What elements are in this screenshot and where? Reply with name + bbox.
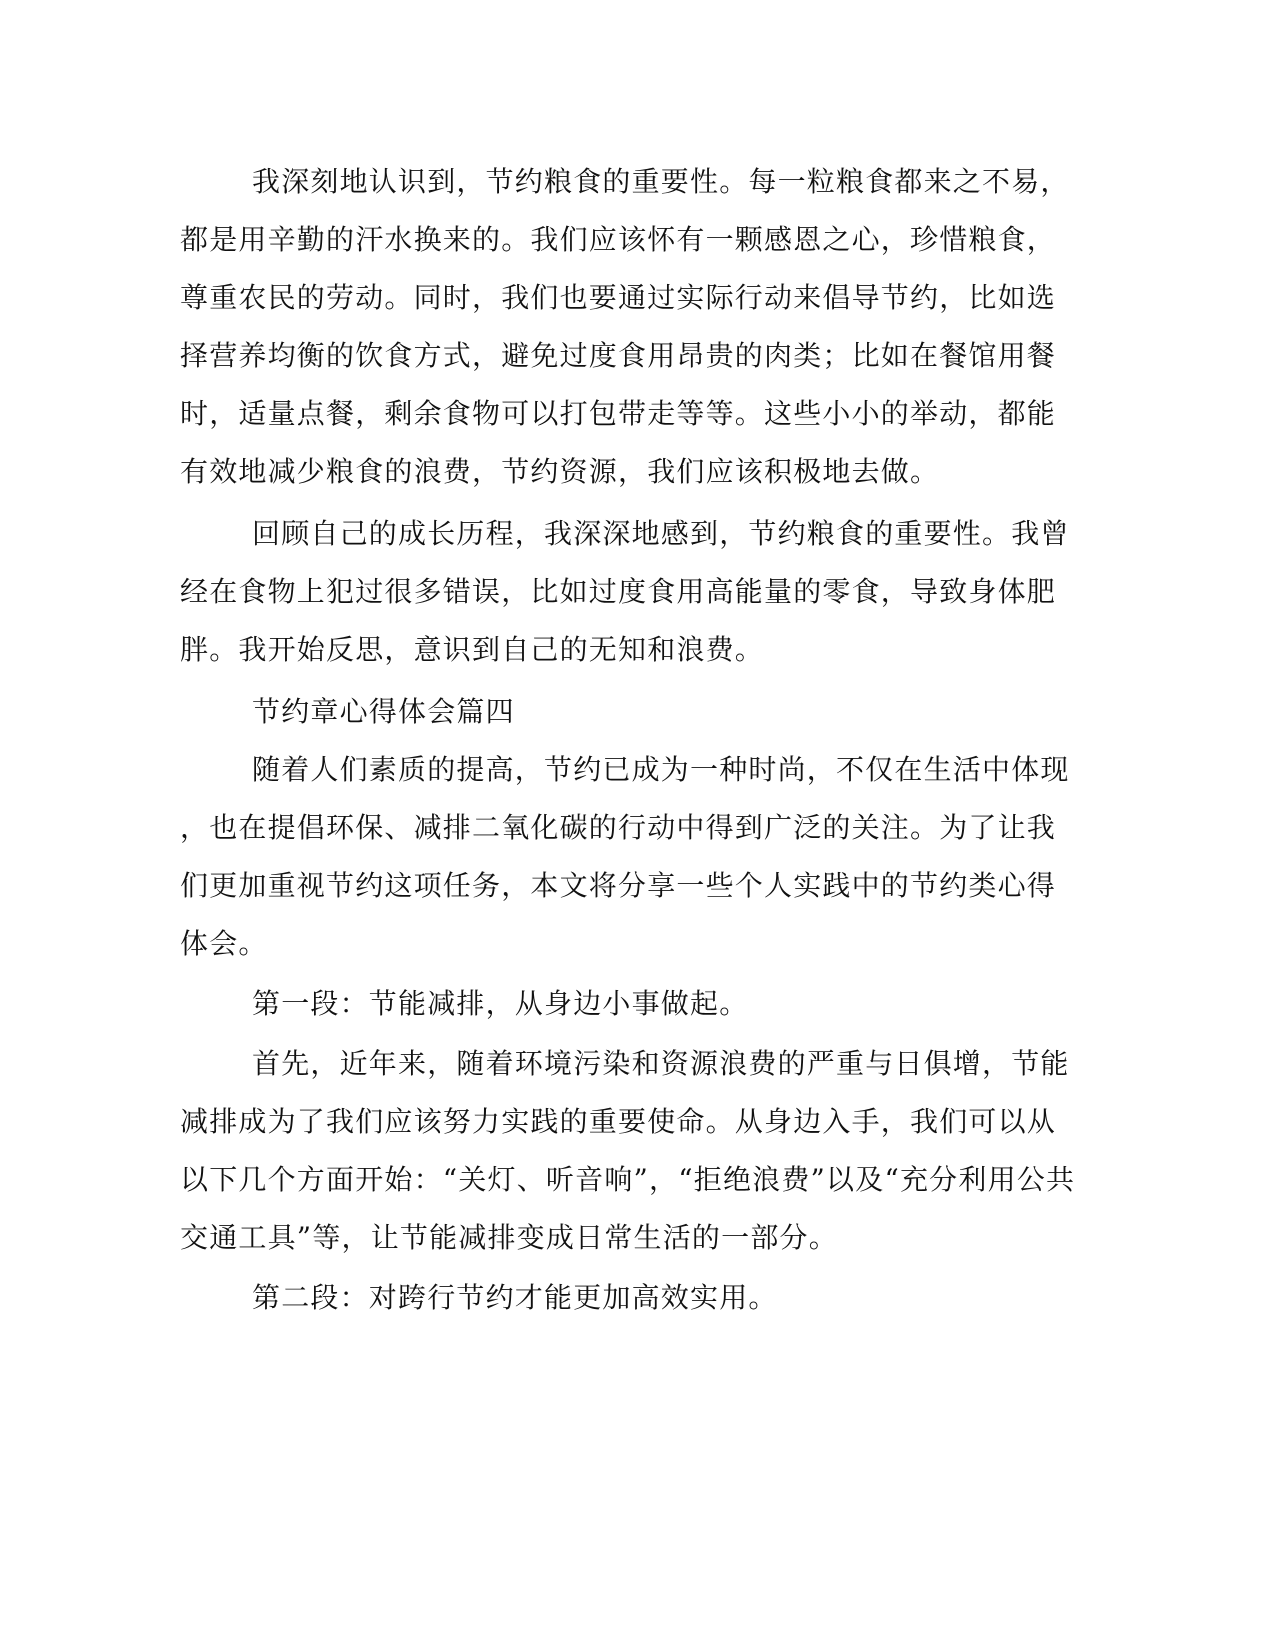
paragraph-heading: 第一段：节能减排，从身边小事做起。 (252, 987, 749, 1020)
text-line: 们更加重视节约这项任务，本文将分享一些个人实践中的节约类心得 (180, 869, 1057, 902)
text-line: 尊重农民的劳动。同时，我们也要通过实际行动来倡导节约，比如选 (180, 281, 1057, 314)
text-line: 减排成为了我们应该努力实践的重要使命。从身边入手，我们可以从 (180, 1105, 1057, 1138)
text-line: 胖。我开始反思，意识到自己的无知和浪费。 (180, 633, 765, 666)
text-line: 首先，近年来，随着环境污染和资源浪费的严重与日俱增，节能 (252, 1047, 1070, 1080)
text-line: 我深刻地认识到，节约粮食的重要性。每一粒粮食都来之不易， (252, 165, 1070, 198)
text-line: 以下几个方面开始：“关灯、听音响”，“拒绝浪费”以及“充分利用公共 (180, 1163, 1076, 1196)
text-line: ，也在提倡环保、减排二氧化碳的行动中得到广泛的关注。为了让我 (180, 811, 1057, 844)
text-line: 随着人们素质的提高，节约已成为一种时尚，不仅在生活中体现 (252, 753, 1070, 786)
text-line: 回顾自己的成长历程，我深深地感到，节约粮食的重要性。我曾 (252, 517, 1070, 550)
paragraph-heading: 第二段：对跨行节约才能更加高效实用。 (252, 1281, 778, 1314)
text-line: 都是用辛勤的汗水换来的。我们应该怀有一颗感恩之心，珍惜粮食， (180, 223, 1057, 256)
text-line: 时，适量点餐，剩余食物可以打包带走等等。这些小小的举动，都能 (180, 397, 1057, 430)
text-line: 经在食物上犯过很多错误，比如过度食用高能量的零食，导致身体肥 (180, 575, 1057, 608)
text-line: 体会。 (180, 927, 268, 960)
text-line: 有效地减少粮食的浪费，节约资源，我们应该积极地去做。 (180, 455, 940, 488)
section-heading: 节约章心得体会篇四 (252, 695, 515, 728)
text-line: 交通工具”等，让节能减排变成日常生活的一部分。 (180, 1221, 838, 1254)
text-line: 择营养均衡的饮食方式，避免过度食用昂贵的肉类；比如在餐馆用餐 (180, 339, 1057, 372)
